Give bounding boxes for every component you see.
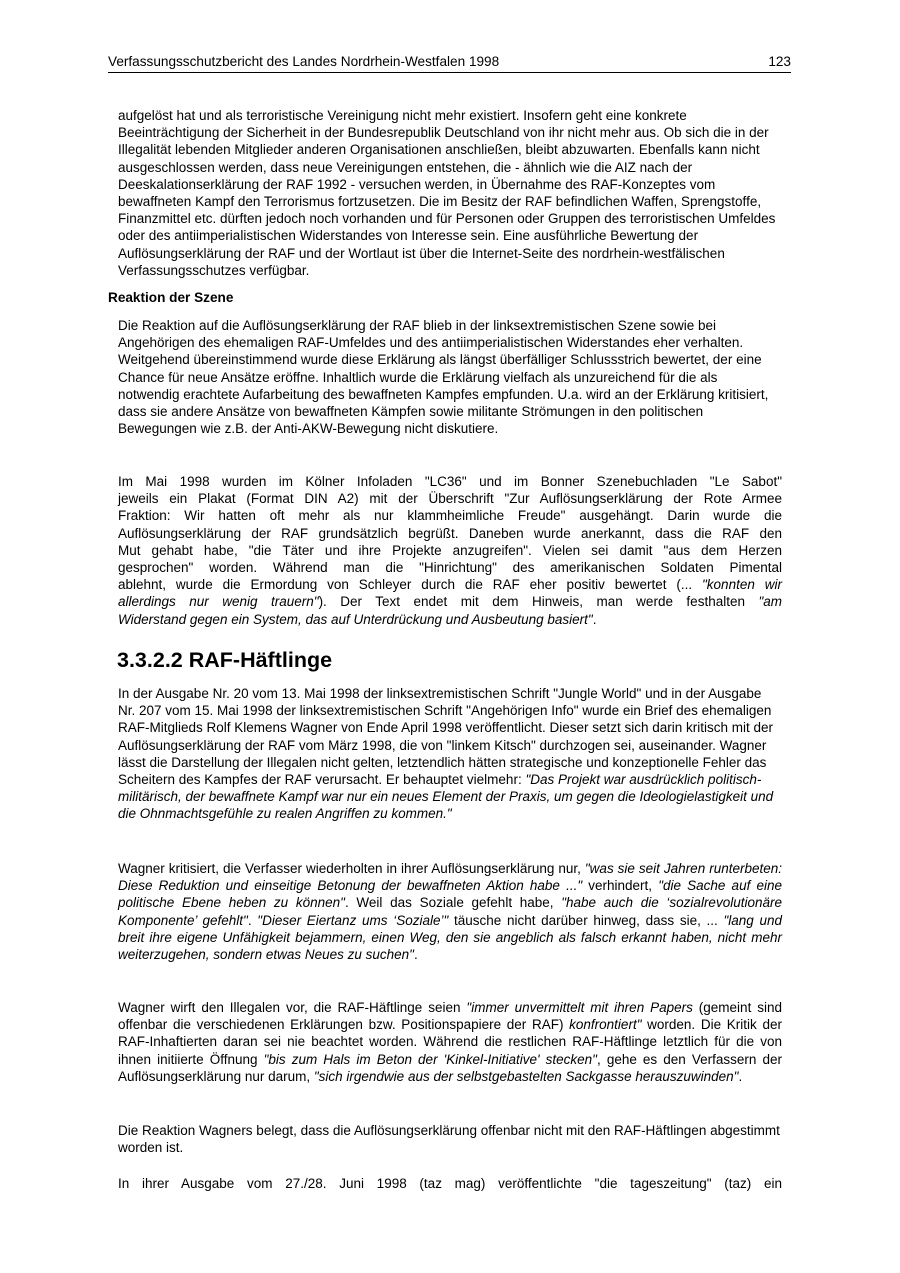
quote: "Dieser Eiertanz ums ‘Soziale’" <box>257 912 449 928</box>
poster-quote: "konnten wir <box>692 577 782 593</box>
poster-line: Fraktion: Wir hatten oft mehr als nur klammheimliche Freude" ausgehängt. Darin wurde die <box>118 508 782 524</box>
quote: "immer unvermittelt mit ihren Papers <box>466 1000 693 1015</box>
poster-line: Mut gehabt habe, "die Täter und ihre Projekte anzugreifen". Vielen sei damit "aus dem Herzen <box>118 542 782 558</box>
quote: "bis zum Hals im Beton der 'Kinkel-Initiative' stecken" <box>263 1051 597 1067</box>
paragraph-scene-reaction: Die Reaktion auf die Auflösungserklärung der RAF blieb in der linksextremistischen Szene sowie bei Angehörigen des ehemaligen RAF-Umfeldes und des antiimperialistischen Widerstandes eher verhalten. Weitgehend übereinstimmend wurde diese Erklärung als längst überfälliger Schlussstrich bewertet, der eine Chance für neue Ansätze eröffne. Inhaltlich wurde die Erklärung vielfach als unzureichend für die als notwendig erachtete Aufarbeitung des bewaffneten Kampfes empfunden. U.a. wird an der Erklärung kritisiert, dass sie andere Ansätze von bewaffneten Kämpfen sowie militante Strömungen in den politischen Bewegungen wie z.B. der Anti-AKW-Bewegung nicht diskutiere. <box>118 318 769 437</box>
section-heading: 3.3.2.2 RAF-Häftlinge <box>117 648 333 672</box>
paragraph-wagner-criticism: Wagner kritisiert, die Verfasser wiederholten in ihrer Auflösungserklärung nur, "was sie seit Jahren runterbeten: Diese Reduktion und einseitige Betonung der bewaffneten Aktion habe ..." verhindert, "die Sache auf eine politische Ebene heben zu können". Weil das Soziale gefehlt habe, "habe auch die ‘sozialrevolutionäre Komponente’ gefehlt". "Dieser Eiertanz ums ‘Soziale’" täusche nicht darüber hinweg, dass sie, ... "lang und breit ihre eigene Unfähigkeit bejammern, einen Weg, den sie angeblich als falsch erkannt haben, nicht mehr weiterzugehen, sondern etwas Neues zu suchen". <box>118 861 783 963</box>
quote: "die Sache auf eine politische Ebene heben zu können" <box>118 878 782 911</box>
poster-quote: "am <box>758 594 782 610</box>
quote: konfrontiert" <box>569 1017 642 1033</box>
paragraph-wagner-letter: In der Ausgabe Nr. 20 vom 13. Mai 1998 der linksextremistischen Schrift "Jungle World" und in der Ausgabe Nr. 207 vom 15. Mai 1998 der linksextremistischen Schrift "Angehörigen Info" wurde ein Brief des ehemaligen RAF-Mitglieds Rolf Klemens Wagner von Ende April 1998 veröffentlicht. Dieser setzt sich darin kritisch mit der Auflösungserklärung der RAF vom März 1998, die von "linkem Kitsch" durchzogen sei, auseinander. Wagner lässt die Darstellung der Illegalen nicht gelten, letztendlich hätten strategische und konzeptionelle Fehler das Scheitern des Kampfes der RAF verursacht. Er behauptet vielmehr: "Das Projekt war ausdrücklich politisch-militärisch, der bewaffnete Kampf war nur ein neues Element der Praxis, um gegen die Ideologielastigkeit und die Ohnmachtsgefühle zu realen Angriffen zu kommen." <box>118 686 774 822</box>
header-title: Verfassungsschutzbericht des Landes Nordrhein-Westfalen 1998 <box>108 54 500 69</box>
poster-line: Auflösungserklärung der RAF grundsätzlich begrüßt. Daneben wurde anerkannt, dass die RAF den <box>118 525 782 541</box>
poster-quote: Widerstand gegen ein System, das auf Unterdrückung und Ausbeutung basiert" <box>118 611 593 627</box>
subheading-reaction: Reaktion der Szene <box>108 290 234 305</box>
quote: "sich irgendwie aus der selbstgebastelten Sackgasse herauszuwinden" <box>313 1068 739 1084</box>
poster-line: Widerstand gegen ein System, das auf Unterdrückung und Ausbeutung basiert". <box>118 611 597 627</box>
poster-line: jeweils ein Plakat (Format DIN A2) mit der Überschrift "Zur Auflösungserklärung der Rote Armee <box>118 491 782 507</box>
quote: "habe auch die ‘sozialrevolutionäre Komponente’ gefehlt" <box>118 895 782 928</box>
page-header <box>108 54 791 73</box>
paragraph-wagner-reaction: Die Reaktion Wagners belegt, dass die Auflösungserklärung offenbar nicht mit den RAF-Häftlingen abgestimmt worden ist. <box>118 1123 780 1156</box>
poster-line: allerdings nur wenig trauern"). Der Text endet mit dem Hinweis, man werde festhalten "am <box>118 594 782 610</box>
poster-line: ablehnt, wurde die Ermordung von Schleyer durch die RAF eher positiv bewertet (... "konnten wir <box>118 577 782 593</box>
poster-line: Im Mai 1998 wurden im Kölner Infoladen "LC36" und im Bonner Szenebuchladen "Le Sabot" <box>118 474 782 489</box>
quote: "lang und breit ihre eigene Unfähigkeit bejammern, einen Weg, den sie angeblich als falsch erkannt haben, nicht mehr weiterzugehen, sondern etwas Neues zu suchen" <box>118 912 783 963</box>
poster-line: gesprochen" worden. Während man die "Hinrichtung" des amerikanischen Soldaten Pimental <box>118 560 782 576</box>
page-number: 123 <box>768 54 791 69</box>
paragraph-raf-dissolution: aufgelöst hat und als terroristische Vereinigung nicht mehr existiert. Insofern geht eine konkrete Beeinträchtigung der Sicherheit in der Bundesrepublik Deutschland von ihr nicht mehr aus. Ob sich die in der Illegalität lebenden Mitglieder anderen Organisationen anschließen, bleibt abzuwarten. Ebenfalls kann nicht ausgeschlossen werden, dass neue Vereinigungen entstehen, die - ähnlich wie die AIZ nach der Deeskalationserklärung der RAF 1992 - versuchen werden, in Übernahme des RAF-Konzeptes vom bewaffneten Kampf den Terrorismus fortzusetzen. Die im Besitz der RAF befindlichen Waffen, Sprengstoffe, Finanzmittel etc. dürften jedoch noch vorhanden und für Personen oder Gruppen des terroristischen Umfeldes oder des antiimperialistischen Widerstandes von Interesse sein. Eine ausführliche Bewertung der Auflösungserklärung der RAF und der Wortlaut ist über die Internet-Seite des nordrhein-westfälischen Verfassungsschutzes verfügbar. <box>118 108 776 278</box>
wagner-quote: "Das Projekt war ausdrücklich politisch-militärisch, der bewaffnete Kampf war nur ein neues Element der Praxis, um gegen die Ideologielastigkeit und die Ohnmachtsgefühle zu realen Angriffen zu kommen." <box>118 772 774 822</box>
paragraph-poster <box>118 473 782 628</box>
poster-quote: allerdings nur wenig trauern" <box>118 594 319 610</box>
quote: "was sie seit Jahren runterbeten: Diese Reduktion und einseitige Betonung der bewaffneten Aktion habe ..." <box>118 861 782 894</box>
paragraph-taz: In ihrer Ausgabe vom 27./28. Juni 1998 (taz mag) veröffentlichte "die tageszeitung" (taz) ein <box>118 1176 782 1191</box>
paragraph-wagner-accusation: Wagner wirft den Illegalen vor, die RAF-Häftlinge seien "immer unvermittelt mit ihren Papers (gemeint sind offenbar die verschiedenen Erklärungen bzw. Positionspapiere der RAF) konfrontiert" worden. Die Kritik der RAF-Inhaftierten daran sei nie beachtet worden. Während die restlichen RAF-Häftlinge letztlich für die von ihnen initiierte Öffnung "bis zum Hals im Beton der 'Kinkel-Initiative' stecken", gehe es den Verfassern der Auflösungserklärung nur darum, "sich irgendwie aus der selbstgebastelten Sackgasse herauszuwinden". <box>118 1000 782 1084</box>
